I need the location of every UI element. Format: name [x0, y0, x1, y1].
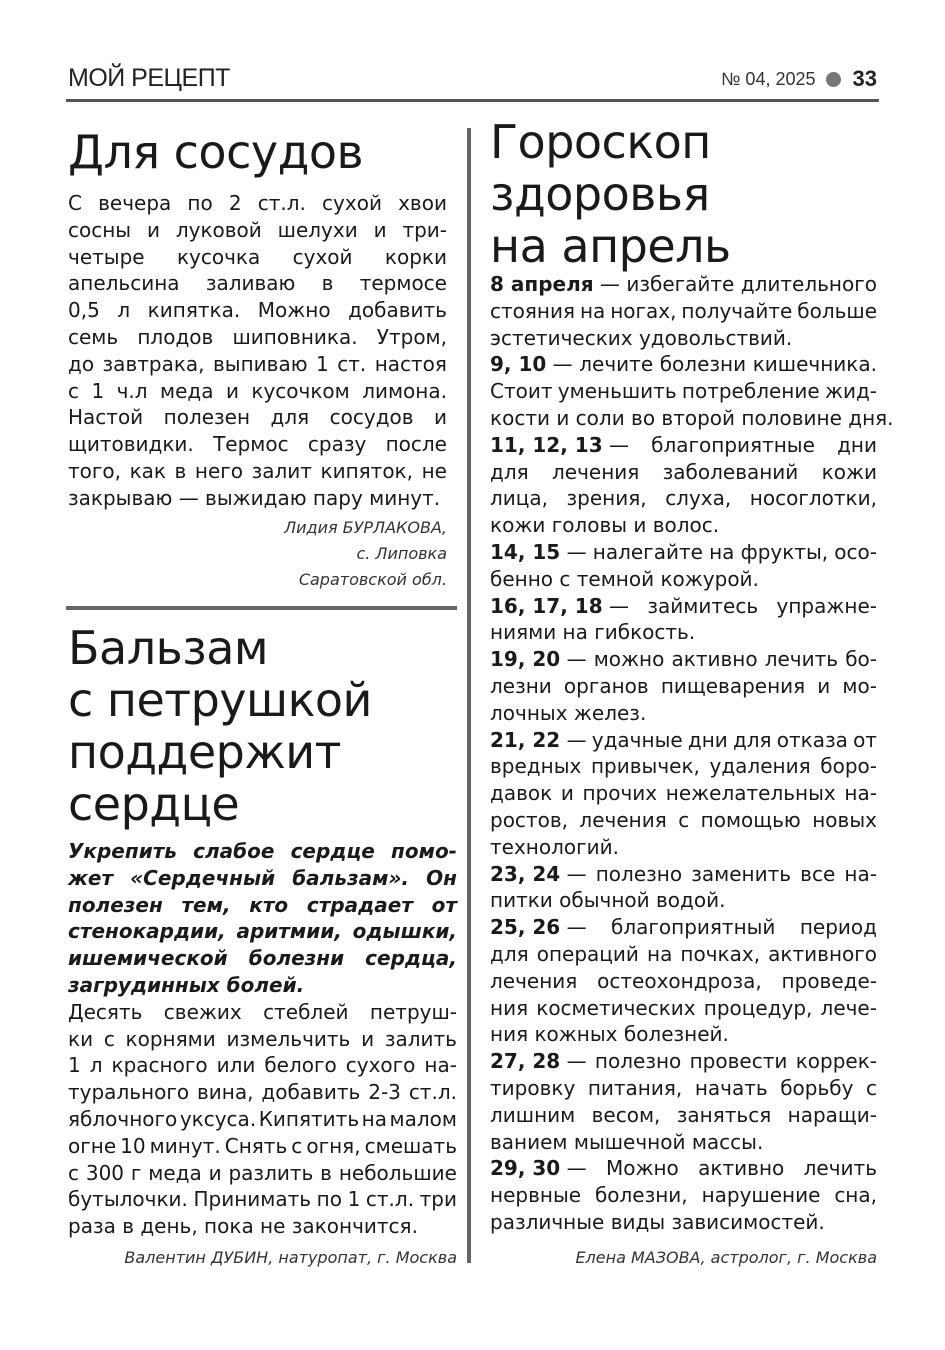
date-label: 8 апреля: [490, 272, 594, 296]
text-line: 25, 26 — благоприятный период: [490, 915, 877, 940]
header-rule: [66, 99, 879, 102]
text-line: семь плодов шиповника. Утром,: [68, 324, 447, 349]
text-line: 11, 12, 13 — благоприятные дни: [490, 432, 877, 457]
horoscope-entry: [490, 539, 877, 593]
date-label: 14, 15: [490, 539, 561, 564]
text-line: технологий.: [490, 834, 619, 859]
text-line: вредных привычек, удаления боро-: [490, 754, 877, 779]
article1-signature: [200, 515, 447, 593]
text-line: раза в день, пока не закончится.: [68, 1214, 418, 1239]
text-line: апельсина заливаю в термосе: [68, 271, 447, 296]
text-line: Стоит уменьшить потребление жид-: [490, 379, 877, 404]
text-line: нервные болезни, нарушение сна,: [490, 1183, 877, 1208]
text-line: сосны и луковой шелухи и три-: [68, 217, 447, 242]
text-line: 8 апреля — избегайте длительного: [490, 272, 877, 296]
title-line: Бальзам: [68, 621, 269, 675]
text-line: 27, 28 — полезно провести коррек-: [490, 1049, 877, 1074]
text-line: 9, 10 — лечите болезни кишечника.: [490, 352, 877, 377]
date-label: 16, 17, 18: [490, 593, 603, 618]
text-line: эстетических удовольствий.: [490, 325, 793, 350]
title-line: здоровья: [490, 167, 710, 221]
text-line: 29, 30 — Можно активно лечить: [490, 1156, 877, 1181]
horoscope-entry: [490, 861, 877, 915]
text-line: кожи головы и волос.: [490, 513, 720, 538]
horoscope-entry: [490, 432, 877, 539]
text-line: С вечера по 2 ст.л. сухой хвои: [68, 191, 447, 215]
text-line: закрываю — выжидаю пару минут.: [68, 485, 441, 510]
date-label: 27, 28: [490, 1049, 561, 1074]
date-label: 11, 12, 13: [490, 432, 603, 457]
horoscope-entry: [490, 1155, 877, 1235]
article2-title: [68, 622, 372, 830]
text-line: 0,5 л кипятка. Можно добавить: [68, 298, 447, 323]
text-line: давок и прочих нежелательных на-: [490, 781, 877, 806]
lead-line: ишемической болезни сердца,: [68, 946, 457, 971]
text-line: 1 л красного или белого сухого на-: [68, 1053, 457, 1078]
article3-title: [490, 116, 731, 272]
text-line: турального вина, добавить 2-3 ст.л.: [68, 1080, 457, 1105]
article3-signature: Елена МАЗОВА, астролог, г. Москва: [575, 1248, 877, 1267]
horoscope-entry: [490, 727, 877, 861]
lead-line: Укрепить слабое сердце помо-: [68, 839, 457, 863]
text-line: ния кожных болезней.: [490, 1022, 729, 1047]
text-line: бутылочки. Принимать по 1 ст.л. три: [68, 1187, 457, 1212]
title-line: на апрель: [490, 219, 731, 273]
date-label: 23, 24: [490, 861, 561, 886]
text-line: с 300 г меда и разлить в небольшие: [68, 1160, 457, 1185]
date-label: 21, 22: [490, 727, 561, 752]
text-line: ниями на гибкость.: [490, 620, 696, 645]
text-line: ванием мышечной массы.: [490, 1129, 764, 1154]
title-line: Гороскоп: [490, 115, 711, 169]
signature-line: Лидия БУРЛАКОВА,: [284, 518, 447, 537]
date-label: 9, 10: [490, 352, 547, 377]
date-label: 19, 20: [490, 647, 561, 672]
title-line: поддержит: [68, 725, 341, 779]
text-line: питки обычной водой.: [490, 888, 726, 913]
horoscope-entry: [490, 914, 877, 1048]
text-line: до завтрака, выпиваю 1 ст. настоя: [68, 351, 447, 376]
text-line: 19, 20 — можно активно лечить бо-: [490, 647, 877, 672]
text-line: лишним весом, заняться наращи-: [490, 1102, 877, 1127]
text-line: ния косметических процедур, лече-: [490, 995, 877, 1020]
column-separator: [467, 128, 471, 1263]
text-line: тировку питания, начать борьбу с: [490, 1075, 877, 1100]
text-line: кости и соли во второй половине дня.: [490, 405, 894, 430]
text-line: огне 10 минут. Снять с огня, смешать: [68, 1133, 457, 1158]
article3-body: [490, 271, 894, 1236]
text-line: ки с корнями измельчить и залить: [68, 1026, 457, 1051]
text-line: того, как в него залит кипяток, не: [68, 458, 447, 483]
signature-line: с. Липовка: [356, 544, 447, 563]
text-line: щитовидки. Термос сразу после: [68, 432, 447, 457]
text-line: Десять свежих стеблей петруш-: [68, 999, 457, 1024]
issue-number: № 04, 2025: [721, 68, 816, 89]
date-label: 29, 30: [490, 1156, 561, 1181]
article2-body: [68, 838, 457, 1240]
text-line: 21, 22 — удачные дни для отказа от: [490, 727, 877, 752]
title-line: с петрушкой: [68, 673, 372, 727]
text-line: яблочного уксуса. Кипятить на малом: [68, 1106, 457, 1131]
article2-signature: Валентин ДУБИН, натуропат, г. Москва: [124, 1248, 457, 1267]
article1-title-text: Для сосудов: [68, 125, 364, 179]
article1-title: [68, 126, 363, 178]
text-line: для операций на почках, активного: [490, 941, 877, 966]
signature-line: Саратовской обл.: [298, 570, 447, 589]
horoscope-entry: [490, 271, 877, 351]
lead-line: стенокардии, аритмии, одышки,: [68, 919, 457, 944]
text-line: 23, 24 — полезно заменить все на-: [490, 861, 877, 886]
horoscope-entry: [490, 1048, 877, 1155]
page-number: 33: [852, 66, 877, 91]
section-title: МОЙ РЕЦЕПТ: [68, 64, 230, 92]
text-line: четыре кусочка сухой корки: [68, 244, 447, 269]
lead-line: полезен тем, кто страдает от: [68, 892, 457, 917]
text-line: различные виды зависимостей.: [490, 1209, 825, 1234]
text-line: лезни органов пищеварения и мо-: [490, 673, 877, 698]
text-line: ростов, лечения с помощью новых: [490, 807, 877, 832]
lead-line: загрудинных болей.: [68, 972, 305, 997]
text-line: с 1 ч.л меда и кусочком лимона.: [68, 378, 447, 403]
date-label: 25, 26: [490, 915, 561, 940]
horoscope-entry: [490, 646, 877, 726]
text-line: лочных желез.: [490, 700, 647, 725]
text-line: стояния на ногах, получайте больше: [490, 298, 877, 323]
text-line: бенно с темной кожурой.: [490, 566, 759, 591]
title-line: сердце: [68, 777, 240, 831]
text-line: лица, зрения, слуха, носоглотки,: [490, 486, 877, 511]
article1-body: [68, 190, 447, 512]
horoscope-entry: [490, 351, 894, 431]
lead-line: жет «Сердечный бальзам». Он: [68, 865, 457, 890]
horoscope-entry: [490, 593, 877, 647]
text-line: для лечения заболеваний кожи: [490, 459, 877, 484]
issue-info: [721, 66, 877, 92]
text-line: 16, 17, 18 — займитесь упражне-: [490, 593, 877, 618]
text-line: Настой полезен для сосудов и: [68, 405, 447, 430]
article-separator: [66, 606, 457, 610]
bullet-dot-icon: [826, 72, 841, 87]
text-line: 14, 15 — налегайте на фрукты, осо-: [490, 539, 877, 564]
text-line: лечения остеохондроза, проведе-: [490, 968, 877, 993]
